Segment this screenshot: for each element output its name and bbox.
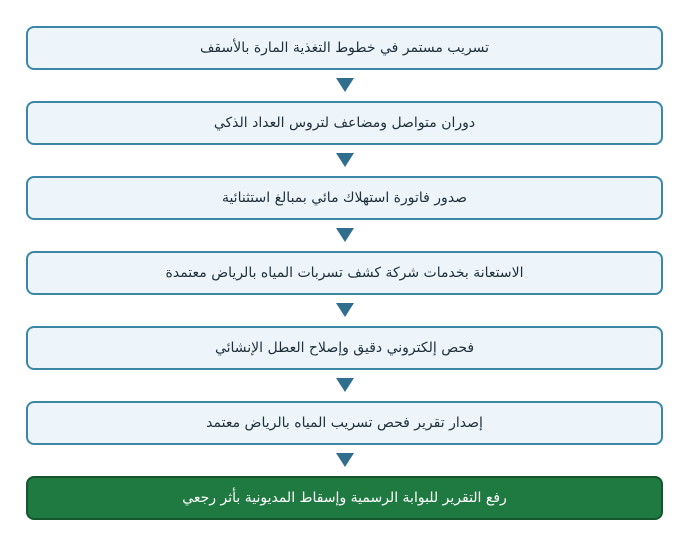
step-5-label: فحص إلكتروني دقيق وإصلاح العطل الإنشائي: [214, 340, 475, 356]
step-2-label: دوران متواصل ومضاعف لتروس العداد الذكي: [213, 115, 476, 131]
arrow-down-3-icon: [336, 228, 354, 242]
arrow-down-4-icon: [336, 303, 354, 317]
arrow-down-2-icon: [336, 153, 354, 167]
step-3-box: [26, 176, 663, 220]
step-6-label: إصدار تقرير فحص تسريب المياه بالرياض معتمد: [206, 415, 483, 431]
step-2-box: [26, 101, 663, 145]
arrow-down-6-icon: [336, 453, 354, 467]
arrow-down-5-icon: [336, 378, 354, 392]
step-3-label: صدور فاتورة استهلاك مائي بمبالغ استثنائية: [221, 190, 468, 206]
step-4-label: الاستعانة بخدمات شركة كشف تسربات المياه بالرياض معتمدة: [165, 265, 524, 281]
step-1-label: تسريب مستمر في خطوط التغذية المارة بالأسقف: [199, 40, 490, 56]
step-6-box: [26, 401, 663, 445]
step-7-label: رفع التقرير للبوابة الرسمية وإسقاط المديونية بأثر رجعي: [182, 490, 507, 506]
step-7-final-box: [26, 476, 663, 520]
step-1-box: [26, 26, 663, 70]
step-5-box: [26, 326, 663, 370]
arrow-down-1-icon: [336, 78, 354, 92]
step-4-box: [26, 251, 663, 295]
